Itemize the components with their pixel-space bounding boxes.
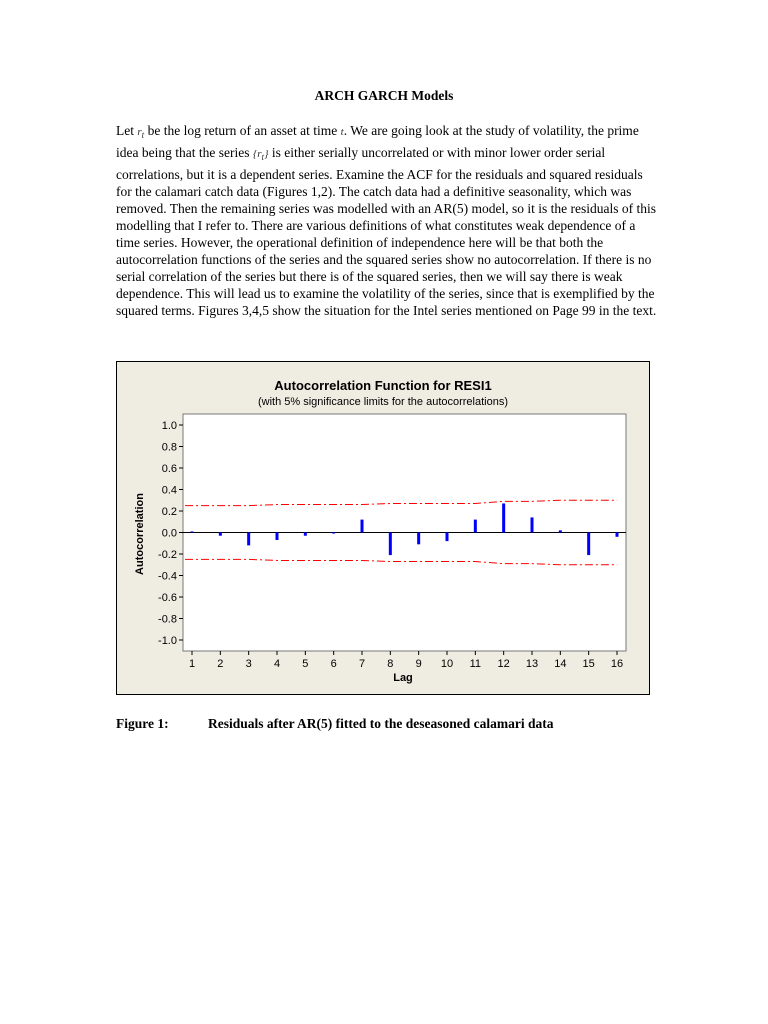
y-tick-label: 0.0 [161,527,177,540]
x-tick-label: 13 [525,658,539,670]
x-tick-label: 6 [330,658,337,670]
y-tick-label: 0.2 [161,506,177,518]
x-tick-label: 5 [302,658,309,670]
acf-bar-lag-8 [389,533,392,556]
acf-bar-lag-10 [446,533,449,542]
acf-bar-lag-12 [502,503,505,532]
series-symbol-open: {r [252,148,262,161]
acf-bar-lag-14 [559,530,562,532]
y-tick-label: 1.0 [161,420,177,432]
figure-caption [116,716,676,732]
document-title: ARCH GARCH Models [314,88,454,103]
x-axis [189,651,623,670]
figure-caption-label: Figure 1: [116,716,169,731]
paragraph-part-4: is either serially uncorrelated or with minor lower order serial correlations, but it is a dependent series. Examine the ACF for the residuals and squared residuals for the calamari catch data (Figures 1,2). The catch data had a definitive seasonality, which was removed. Then the remaining series was modelled with an AR(5) model, so it is the residuals of this modelling that I refer to. There are various definitions of what constitutes weak dependence of a time series. However, the operational definition of independence here will be that both the autocorrelation functions of the series and the squared series show no autocorrelation. If there is no serial correlation of the series but there is of the squared series, then we will say there is weak dependence. This will lead us to examine the volatility of the series, since that is exemplified by the squared terms. Figures 3,4,5 show the situation for the Intel series mentioned on Page 99 in the text. [116,145,657,319]
body-paragraph [116,122,658,319]
acf-bar-lag-3 [247,533,250,546]
acf-bar-lag-11 [474,520,477,533]
return-variable-r: r [137,126,142,138]
acf-bar-lag-1 [191,531,194,532]
y-axis-label: Autocorrelation [134,493,146,575]
acf-bar-lag-7 [361,520,364,533]
x-tick-label: 12 [497,658,510,670]
x-tick-label: 3 [245,658,252,670]
x-tick-label: 7 [358,658,366,670]
y-tick-label: 0.6 [161,463,177,475]
x-axis-label: Lag [393,672,413,684]
x-tick-label: 1 [188,658,196,670]
acf-bar-lag-6 [332,533,335,534]
x-tick-label: 15 [582,658,595,670]
acf-bar-lag-15 [587,533,590,556]
y-tick-label: 0.8 [161,441,177,454]
chart-title: Autocorrelation Function for RESI1 [274,378,492,393]
acf-bar-lag-4 [276,533,279,541]
y-tick-label: -0.2 [158,549,177,561]
y-tick-label: 0.4 [161,484,177,497]
series-symbol-close: } [264,148,269,161]
time-variable: t [340,126,344,138]
acf-bar-lag-5 [304,533,307,536]
series-symbol [252,148,269,163]
acf-bar-lag-16 [616,533,619,537]
y-tick-label: -0.8 [158,613,177,626]
x-tick-label: 4 [273,658,281,670]
y-tick-label: -0.6 [158,592,177,604]
y-tick-label: -0.4 [158,570,177,583]
x-tick-label: 8 [387,658,394,670]
x-tick-label: 2 [217,658,224,670]
paragraph-part-1: Let [116,123,138,138]
y-tick-label: -1.0 [158,635,177,647]
y-axis [158,420,183,647]
x-tick-label: 9 [415,658,422,670]
x-tick-label: 10 [440,658,454,670]
acf-chart [117,362,649,694]
paragraph-part-3: . We are going look at the study of volatility, the prime idea being that the series [116,123,639,161]
acf-bar-lag-2 [219,533,222,536]
x-tick-label: 16 [610,658,624,670]
acf-bar-lag-9 [417,533,420,545]
x-tick-label: 11 [469,658,482,670]
acf-bar-lag-13 [531,517,534,532]
return-variable-subscript: t [141,130,145,141]
x-tick-label: 14 [554,658,567,670]
paragraph-part-2: be the log return of an asset at time [144,123,341,138]
series-symbol-subscript: t [261,152,265,163]
acf-chart-frame [116,361,650,695]
figure-caption-text: Residuals after AR(5) fitted to the deseasoned calamari data [208,716,554,731]
chart-subtitle: (with 5% significance limits for the autocorrelations) [257,396,509,408]
